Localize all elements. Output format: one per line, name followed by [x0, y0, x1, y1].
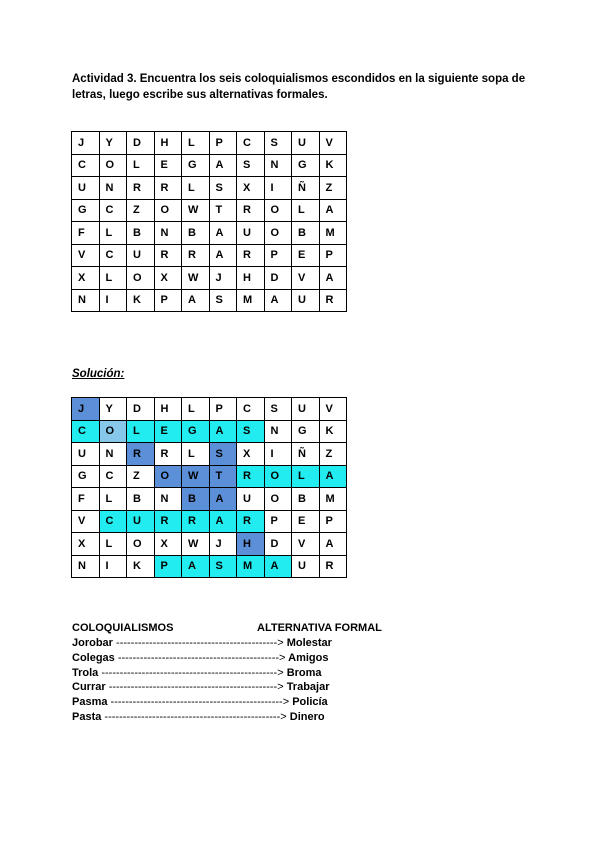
- letter-cell: L: [127, 420, 155, 443]
- letter-cell: A: [319, 267, 347, 290]
- letter-cell: E: [154, 154, 182, 177]
- letter-cell: L: [182, 132, 210, 155]
- letter-cell: P: [264, 510, 292, 533]
- arrow-leader: -------------------------------------------->: [117, 651, 286, 664]
- letter-cell: R: [154, 244, 182, 267]
- letter-cell: L: [99, 488, 127, 511]
- letter-cell: P: [319, 510, 347, 533]
- letter-cell: O: [99, 420, 127, 443]
- colloquialism-word: Colegas: [72, 651, 115, 664]
- colloquialism-word: Pasta: [72, 710, 102, 723]
- letter-cell: U: [237, 488, 265, 511]
- letter-cell: P: [209, 398, 237, 421]
- letter-cell: I: [99, 289, 127, 312]
- letter-cell: R: [154, 510, 182, 533]
- letter-cell: W: [182, 199, 210, 222]
- letter-cell: X: [154, 267, 182, 290]
- letter-cell: B: [127, 488, 155, 511]
- letter-cell: A: [209, 154, 237, 177]
- letter-cell: N: [154, 222, 182, 245]
- letter-cell: C: [99, 465, 127, 488]
- letter-cell: M: [237, 289, 265, 312]
- letter-cell: Y: [99, 398, 127, 421]
- letter-cell: X: [72, 533, 100, 556]
- letter-cell: L: [127, 154, 155, 177]
- letter-cell: P: [264, 244, 292, 267]
- letter-cell: L: [99, 533, 127, 556]
- letter-cell: C: [99, 244, 127, 267]
- letter-cell: R: [154, 443, 182, 466]
- letter-cell: O: [264, 222, 292, 245]
- letter-cell: A: [264, 555, 292, 578]
- letter-cell: K: [319, 154, 347, 177]
- grid-row: [72, 533, 347, 556]
- arrow-leader: ----------------------------------------------->: [110, 696, 290, 709]
- letter-cell: G: [292, 154, 320, 177]
- letter-cell: A: [209, 420, 237, 443]
- letter-cell: L: [182, 398, 210, 421]
- letter-cell: D: [127, 132, 155, 155]
- letter-cell: Z: [127, 465, 155, 488]
- letter-cell: A: [264, 289, 292, 312]
- letter-cell: V: [72, 244, 100, 267]
- letter-cell: J: [209, 533, 237, 556]
- grid-row: [72, 177, 347, 200]
- letter-cell: C: [72, 154, 100, 177]
- letter-cell: R: [319, 289, 347, 312]
- letter-cell: U: [292, 398, 320, 421]
- answer-row: [72, 666, 332, 681]
- solution-title: Solución:: [72, 368, 125, 380]
- letter-cell: C: [237, 132, 265, 155]
- letter-cell: J: [72, 398, 100, 421]
- letter-cell: O: [154, 199, 182, 222]
- letter-cell: A: [319, 465, 347, 488]
- letter-cell: U: [292, 132, 320, 155]
- colloquialism-word: Currar: [72, 681, 106, 694]
- letter-cell: L: [99, 222, 127, 245]
- letter-cell: E: [292, 244, 320, 267]
- letter-cell: S: [209, 443, 237, 466]
- letter-cell: B: [292, 222, 320, 245]
- letter-cell: X: [154, 533, 182, 556]
- letter-cell: W: [182, 465, 210, 488]
- letter-cell: B: [182, 222, 210, 245]
- letter-cell: A: [182, 555, 210, 578]
- letter-cell: P: [319, 244, 347, 267]
- letter-cell: U: [127, 510, 155, 533]
- letter-cell: N: [264, 154, 292, 177]
- grid-row: [72, 510, 347, 533]
- letter-cell: Ñ: [292, 177, 320, 200]
- grid-row: [72, 555, 347, 578]
- letter-cell: M: [319, 222, 347, 245]
- letter-cell: K: [127, 289, 155, 312]
- answers-header: [72, 621, 382, 636]
- letter-cell: X: [72, 267, 100, 290]
- letter-cell: U: [292, 289, 320, 312]
- letter-cell: S: [209, 177, 237, 200]
- letter-cell: O: [264, 199, 292, 222]
- letter-cell: J: [72, 132, 100, 155]
- letter-cell: U: [127, 244, 155, 267]
- grid-row: [72, 443, 347, 466]
- letter-cell: E: [154, 420, 182, 443]
- answer-row: [72, 680, 332, 695]
- formal-word: Amigos: [288, 651, 329, 664]
- grid-row: [72, 398, 347, 421]
- letter-cell: O: [99, 154, 127, 177]
- grid-row: [72, 244, 347, 267]
- letter-cell: M: [319, 488, 347, 511]
- letter-cell: Z: [127, 199, 155, 222]
- letter-cell: K: [127, 555, 155, 578]
- grid-row: [72, 289, 347, 312]
- letter-cell: C: [99, 199, 127, 222]
- letter-cell: O: [264, 488, 292, 511]
- solution-grid: [71, 397, 347, 578]
- letter-cell: O: [154, 465, 182, 488]
- letter-cell: N: [99, 177, 127, 200]
- letter-cell: V: [292, 533, 320, 556]
- letter-cell: S: [209, 555, 237, 578]
- letter-cell: Z: [319, 177, 347, 200]
- letter-cell: H: [237, 267, 265, 290]
- formal-word: Trabajar: [286, 681, 330, 694]
- letter-cell: P: [154, 289, 182, 312]
- letter-cell: U: [72, 443, 100, 466]
- letter-cell: S: [209, 289, 237, 312]
- letter-cell: G: [182, 420, 210, 443]
- letter-cell: I: [264, 177, 292, 200]
- letter-cell: B: [182, 488, 210, 511]
- letter-cell: D: [127, 398, 155, 421]
- letter-cell: E: [292, 510, 320, 533]
- letter-cell: C: [237, 398, 265, 421]
- grid-row: [72, 199, 347, 222]
- arrow-leader: ------------------------------------------------>: [101, 666, 284, 679]
- answer-row: [72, 636, 332, 651]
- letter-cell: V: [292, 267, 320, 290]
- colloquialism-word: Jorobar: [72, 637, 113, 649]
- grid-row: [72, 465, 347, 488]
- letter-cell: R: [319, 555, 347, 578]
- letter-cell: N: [264, 420, 292, 443]
- letter-cell: Ñ: [292, 443, 320, 466]
- letter-cell: V: [72, 510, 100, 533]
- letter-cell: N: [99, 443, 127, 466]
- letter-cell: B: [127, 222, 155, 245]
- answer-row: [72, 710, 332, 725]
- formal-alternative-header: ALTERNATIVA FORMAL: [257, 622, 382, 634]
- letter-cell: A: [209, 510, 237, 533]
- letter-cell: W: [182, 533, 210, 556]
- letter-cell: R: [237, 244, 265, 267]
- answer-row: [72, 651, 332, 666]
- grid-row: [72, 267, 347, 290]
- answers-section: [72, 621, 382, 725]
- letter-cell: F: [72, 488, 100, 511]
- letter-cell: O: [127, 533, 155, 556]
- letter-cell: V: [319, 398, 347, 421]
- letter-cell: B: [292, 488, 320, 511]
- letter-cell: D: [264, 267, 292, 290]
- letter-cell: A: [209, 488, 237, 511]
- letter-cell: O: [127, 267, 155, 290]
- answer-row: [72, 695, 332, 710]
- letter-cell: A: [182, 289, 210, 312]
- letter-cell: G: [292, 420, 320, 443]
- letter-cell: G: [72, 465, 100, 488]
- formal-word: Broma: [286, 666, 322, 679]
- letter-cell: X: [237, 443, 265, 466]
- letter-cell: A: [319, 533, 347, 556]
- letter-cell: D: [264, 533, 292, 556]
- letter-cell: X: [237, 177, 265, 200]
- letter-cell: J: [209, 267, 237, 290]
- letter-cell: I: [264, 443, 292, 466]
- letter-cell: F: [72, 222, 100, 245]
- letter-cell: S: [237, 154, 265, 177]
- letter-cell: N: [72, 555, 100, 578]
- arrow-leader: -------------------------------------------->: [116, 637, 284, 649]
- letter-cell: U: [237, 222, 265, 245]
- letter-cell: A: [209, 222, 237, 245]
- letter-cell: L: [292, 199, 320, 222]
- letter-cell: Y: [99, 132, 127, 155]
- activity-instructions: Actividad 3. Encuentra los seis coloquialismos escondidos en la siguiente sopa de letras, luego escribe sus alternativas formales.: [72, 73, 526, 101]
- arrow-leader: ---------------------------------------------->: [108, 681, 284, 694]
- letter-cell: R: [127, 443, 155, 466]
- letter-cell: K: [319, 420, 347, 443]
- grid-row: [72, 154, 347, 177]
- colloquialism-word: Pasma: [72, 696, 108, 709]
- letter-cell: R: [237, 465, 265, 488]
- letter-cell: R: [237, 510, 265, 533]
- letter-cell: A: [209, 244, 237, 267]
- letter-cell: P: [154, 555, 182, 578]
- letter-cell: S: [264, 132, 292, 155]
- letter-cell: A: [319, 199, 347, 222]
- letter-cell: R: [182, 244, 210, 267]
- letter-cell: H: [154, 398, 182, 421]
- letter-cell: R: [154, 177, 182, 200]
- letter-cell: R: [237, 199, 265, 222]
- letter-cell: C: [72, 420, 100, 443]
- letter-cell: R: [127, 177, 155, 200]
- formal-word: Molestar: [286, 637, 332, 649]
- letter-cell: L: [182, 443, 210, 466]
- letter-cell: W: [182, 267, 210, 290]
- formal-word: Dinero: [289, 710, 325, 723]
- grid-row: [72, 222, 347, 245]
- letter-cell: L: [182, 177, 210, 200]
- grid-row: [72, 132, 347, 155]
- letter-cell: P: [209, 132, 237, 155]
- letter-cell: T: [209, 465, 237, 488]
- letter-cell: G: [72, 199, 100, 222]
- word-search-grid: [71, 131, 347, 312]
- letter-cell: G: [182, 154, 210, 177]
- letter-cell: L: [99, 267, 127, 290]
- letter-cell: V: [319, 132, 347, 155]
- grid-row: [72, 488, 347, 511]
- letter-cell: I: [99, 555, 127, 578]
- letter-cell: S: [237, 420, 265, 443]
- letter-cell: Z: [319, 443, 347, 466]
- colloquialism-word: Trola: [72, 666, 99, 679]
- arrow-leader: ------------------------------------------------>: [104, 710, 287, 723]
- letter-cell: H: [237, 533, 265, 556]
- letter-cell: N: [72, 289, 100, 312]
- letter-cell: N: [154, 488, 182, 511]
- colloquialisms-header: COLOQUIALISMOS: [72, 622, 174, 634]
- letter-cell: R: [182, 510, 210, 533]
- letter-cell: U: [292, 555, 320, 578]
- letter-cell: H: [154, 132, 182, 155]
- letter-cell: U: [72, 177, 100, 200]
- letter-cell: S: [264, 398, 292, 421]
- letter-cell: C: [99, 510, 127, 533]
- letter-cell: L: [292, 465, 320, 488]
- letter-cell: T: [209, 199, 237, 222]
- letter-cell: M: [237, 555, 265, 578]
- grid-row: [72, 420, 347, 443]
- formal-word: Policía: [292, 696, 328, 709]
- letter-cell: O: [264, 465, 292, 488]
